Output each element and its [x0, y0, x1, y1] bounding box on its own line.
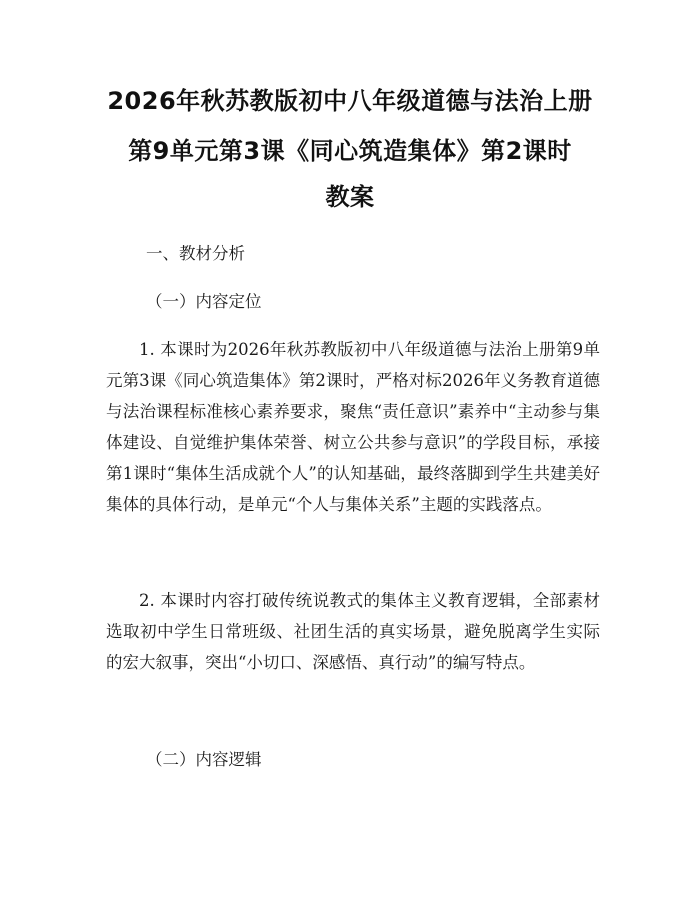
document-title-line-1: 2026年秋苏教版初中八年级道德与法治上册: [107, 87, 593, 115]
section-heading-textbook-analysis: 一、教材分析: [146, 244, 245, 263]
subheading-content-positioning: （一）内容定位: [146, 292, 262, 311]
paragraph-1: 1. 本课时为2026年秋苏教版初中八年级道德与法治上册第9单元第3课《同心筑造集体》第2课时，严格对标2026年义务教育道德与法治课程标准核心素养要求，聚焦“责任意识”素养中“主动参与集体建设、自觉维护集体荣誉、树立公共参与意识”的学段目标，承接第1课时“集体生活成就个人”的认知基础，最终落脚到学生共建美好集体的具体行动，是单元“个人与集体关系”主题的实践落点。: [106, 340, 600, 514]
paragraph-2: 2. 本课时内容打破传统说教式的集体主义教育逻辑，全部素材选取初中学生日常班级、社团生活的真实场景，避免脱离学生实际的宏大叙事，突出“小切口、深感悟、真行动”的编写特点。: [106, 591, 600, 672]
document-title-line-3: 教案: [325, 183, 375, 211]
document-title-line-2: 第9单元第3课《同心筑造集体》第2课时: [128, 137, 572, 165]
subheading-content-logic: （二）内容逻辑: [146, 750, 262, 769]
